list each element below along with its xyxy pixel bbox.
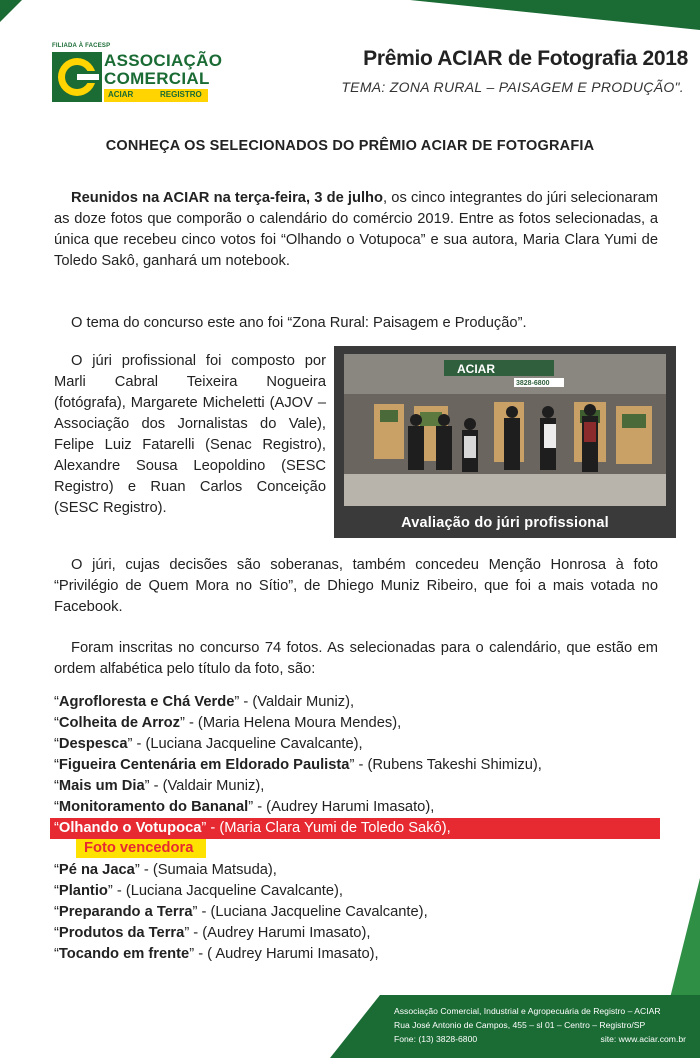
corner-decoration-top-right — [410, 0, 700, 30]
list-item: “Produtos da Terra” - (Audrey Harumi Imasato), — [54, 925, 371, 941]
footer — [380, 995, 700, 1058]
item-title: Preparando a Terra — [58, 904, 193, 920]
footer-org-name: Associação Comercial, Industrial e Agropecuária de Registro – ACIAR — [394, 1006, 661, 1016]
list-item: “Figueira Centenária em Eldorado Paulista” - (Rubens Takeshi Shimizu), — [54, 757, 542, 773]
selections-list — [54, 692, 674, 965]
photo-sign-text: ACIAR — [457, 362, 495, 376]
paragraph-honorable-mention: O júri, cujas decisões são soberanas, também concedeu Menção Honrosa à foto “Privilégio de Quem Mora no Sítio”, de Dhiego Muniz Ribeiro, que foi a mais votada no Facebook. — [54, 557, 658, 615]
winner-badge: Foto vencedora — [76, 839, 206, 858]
item-author: (Audrey Harumi Imasato), — [202, 925, 371, 941]
logo-mark-icon — [52, 52, 102, 102]
item-author: (Valdair Muniz), — [162, 778, 265, 794]
item-author: (Luciana Jacqueline Cavalcante), — [125, 883, 344, 899]
item-author: (Maria Helena Moura Mendes), — [197, 715, 402, 731]
aciar-logo — [52, 43, 223, 105]
logo-name-line1: ASSOCIAÇÃO — [104, 51, 223, 70]
logo-subbar — [104, 89, 208, 102]
footer-wedge — [330, 995, 380, 1058]
item-title: Figueira Centenária em Eldorado Paulista — [58, 757, 350, 773]
item-title: Despesca — [58, 736, 128, 752]
item-title: Produtos da Terra — [58, 925, 185, 941]
item-author: (Audrey Harumi Imasato), — [266, 799, 435, 815]
item-title: Plantio — [58, 883, 108, 899]
footer-address: Rua José Antonio de Campos, 455 – sl 01 – Centro – Registro/SP — [394, 1020, 646, 1030]
list-item: “Preparando a Terra” - (Luciana Jacqueline Cavalcante), — [54, 904, 428, 920]
corner-decoration-top-left — [0, 0, 22, 22]
list-item: “Tocando em frente” - ( Audrey Harumi Imasato), — [54, 946, 379, 962]
footer-decoration — [670, 878, 700, 998]
paragraph-intro-rest: , os cinco integrantes do júri selecionaram as doze fotos que comporão o calendário do comércio 2019. Entre as fotos selecionadas, a única que recebeu cinco votos foi “Olhando o Votupoca” e sua autora, Maria Clara Yumi de Toledo Sakô, ganhará um notebook. — [54, 190, 659, 269]
item-author: (Valdair Muniz), — [252, 694, 355, 710]
item-author: (Luciana Jacqueline Cavalcante), — [210, 904, 428, 920]
paragraph-intro — [54, 188, 658, 272]
list-item: “Monitoramento do Bananal” - (Audrey Harumi Imasato), — [54, 799, 435, 815]
logo-sub-right: REGISTRO — [160, 90, 202, 99]
photo-caption: Avaliação do júri profissional — [401, 515, 609, 531]
logo-sub-left: ACIAR — [108, 90, 134, 99]
paragraph-intro-bold: Reunidos na ACIAR na terça-feira, 3 de julho — [71, 190, 384, 206]
item-title: Agrofloresta e Chá Verde — [58, 694, 235, 710]
item-author: (Sumaia Matsuda), — [152, 862, 277, 878]
paragraph-selections-intro: Foram inscritas no concurso 74 fotos. As selecionadas para o calendário, que estão em ordem alfabética pelo título da foto, são: — [54, 640, 658, 677]
paragraph-theme: O tema do concurso este ano foi “Zona Rural: Paisagem e Produção”. — [71, 315, 527, 331]
item-title: Colheita de Arroz — [58, 715, 180, 731]
paragraph-jury: O júri profissional foi composto por Marli Cabral Teixeira Nogueira (fotógrafa), Margarete Micheletti (AJOV – Associação dos Jornalistas do Vale), Felipe Luiz Fatarelli (Senac Registro), Alexandre Sousa Leopoldino (SESC Registro) e Ruan Carlos Conceição (SESC Registro). — [54, 353, 326, 516]
winner-badge-row — [54, 839, 674, 860]
item-author: (Rubens Takeshi Shimizu), — [367, 757, 542, 773]
list-item: “Despesca” - (Luciana Jacqueline Cavalcante), — [54, 736, 363, 752]
item-author: (Luciana Jacqueline Cavalcante), — [145, 736, 363, 752]
logo-name-line2: COMERCIAL — [104, 69, 210, 88]
item-title: Pé na Jaca — [58, 862, 135, 878]
list-item: “Plantio” - (Luciana Jacqueline Cavalcante), — [54, 883, 344, 899]
list-item: “Agrofloresta e Chá Verde” - (Valdair Muniz), — [54, 694, 355, 710]
footer-phone: Fone: (13) 3828-6800 — [394, 1034, 478, 1044]
list-item: “Colheita de Arroz” - (Maria Helena Moura Mendes), — [54, 715, 402, 731]
item-title: Monitoramento do Bananal — [58, 799, 249, 815]
prize-title: Prêmio ACIAR de Fotografia 2018 — [363, 47, 688, 70]
prize-theme: TEMA: ZONA RURAL – PAISAGEM E PRODUÇÃO". — [341, 79, 684, 95]
item-title: Olhando o Votupoca — [58, 820, 202, 836]
item-title: Tocando em frente — [58, 946, 190, 962]
jury-photo — [334, 346, 676, 538]
footer-site: site: www.aciar.com.br — [600, 1034, 686, 1044]
list-item: “Mais um Dia” - (Valdair Muniz), — [54, 778, 265, 794]
item-author: ( Audrey Harumi Imasato), — [207, 946, 379, 962]
page-headline: CONHEÇA OS SELECIONADOS DO PRÊMIO ACIAR DE FOTOGRAFIA — [105, 138, 595, 154]
photo-sign-phone: 3828-6800 — [516, 380, 550, 387]
list-item: “Pé na Jaca” - (Sumaia Matsuda), — [54, 862, 277, 878]
jury-photo-image — [344, 354, 666, 506]
item-title: Mais um Dia — [58, 778, 145, 794]
logo-affiliation: FILIADA À FACESP — [52, 43, 111, 49]
item-author: (Maria Clara Yumi de Toledo Sakô), — [219, 820, 451, 836]
list-item-winner: “Olhando o Votupoca” - (Maria Clara Yumi de Toledo Sakô), — [50, 818, 660, 839]
